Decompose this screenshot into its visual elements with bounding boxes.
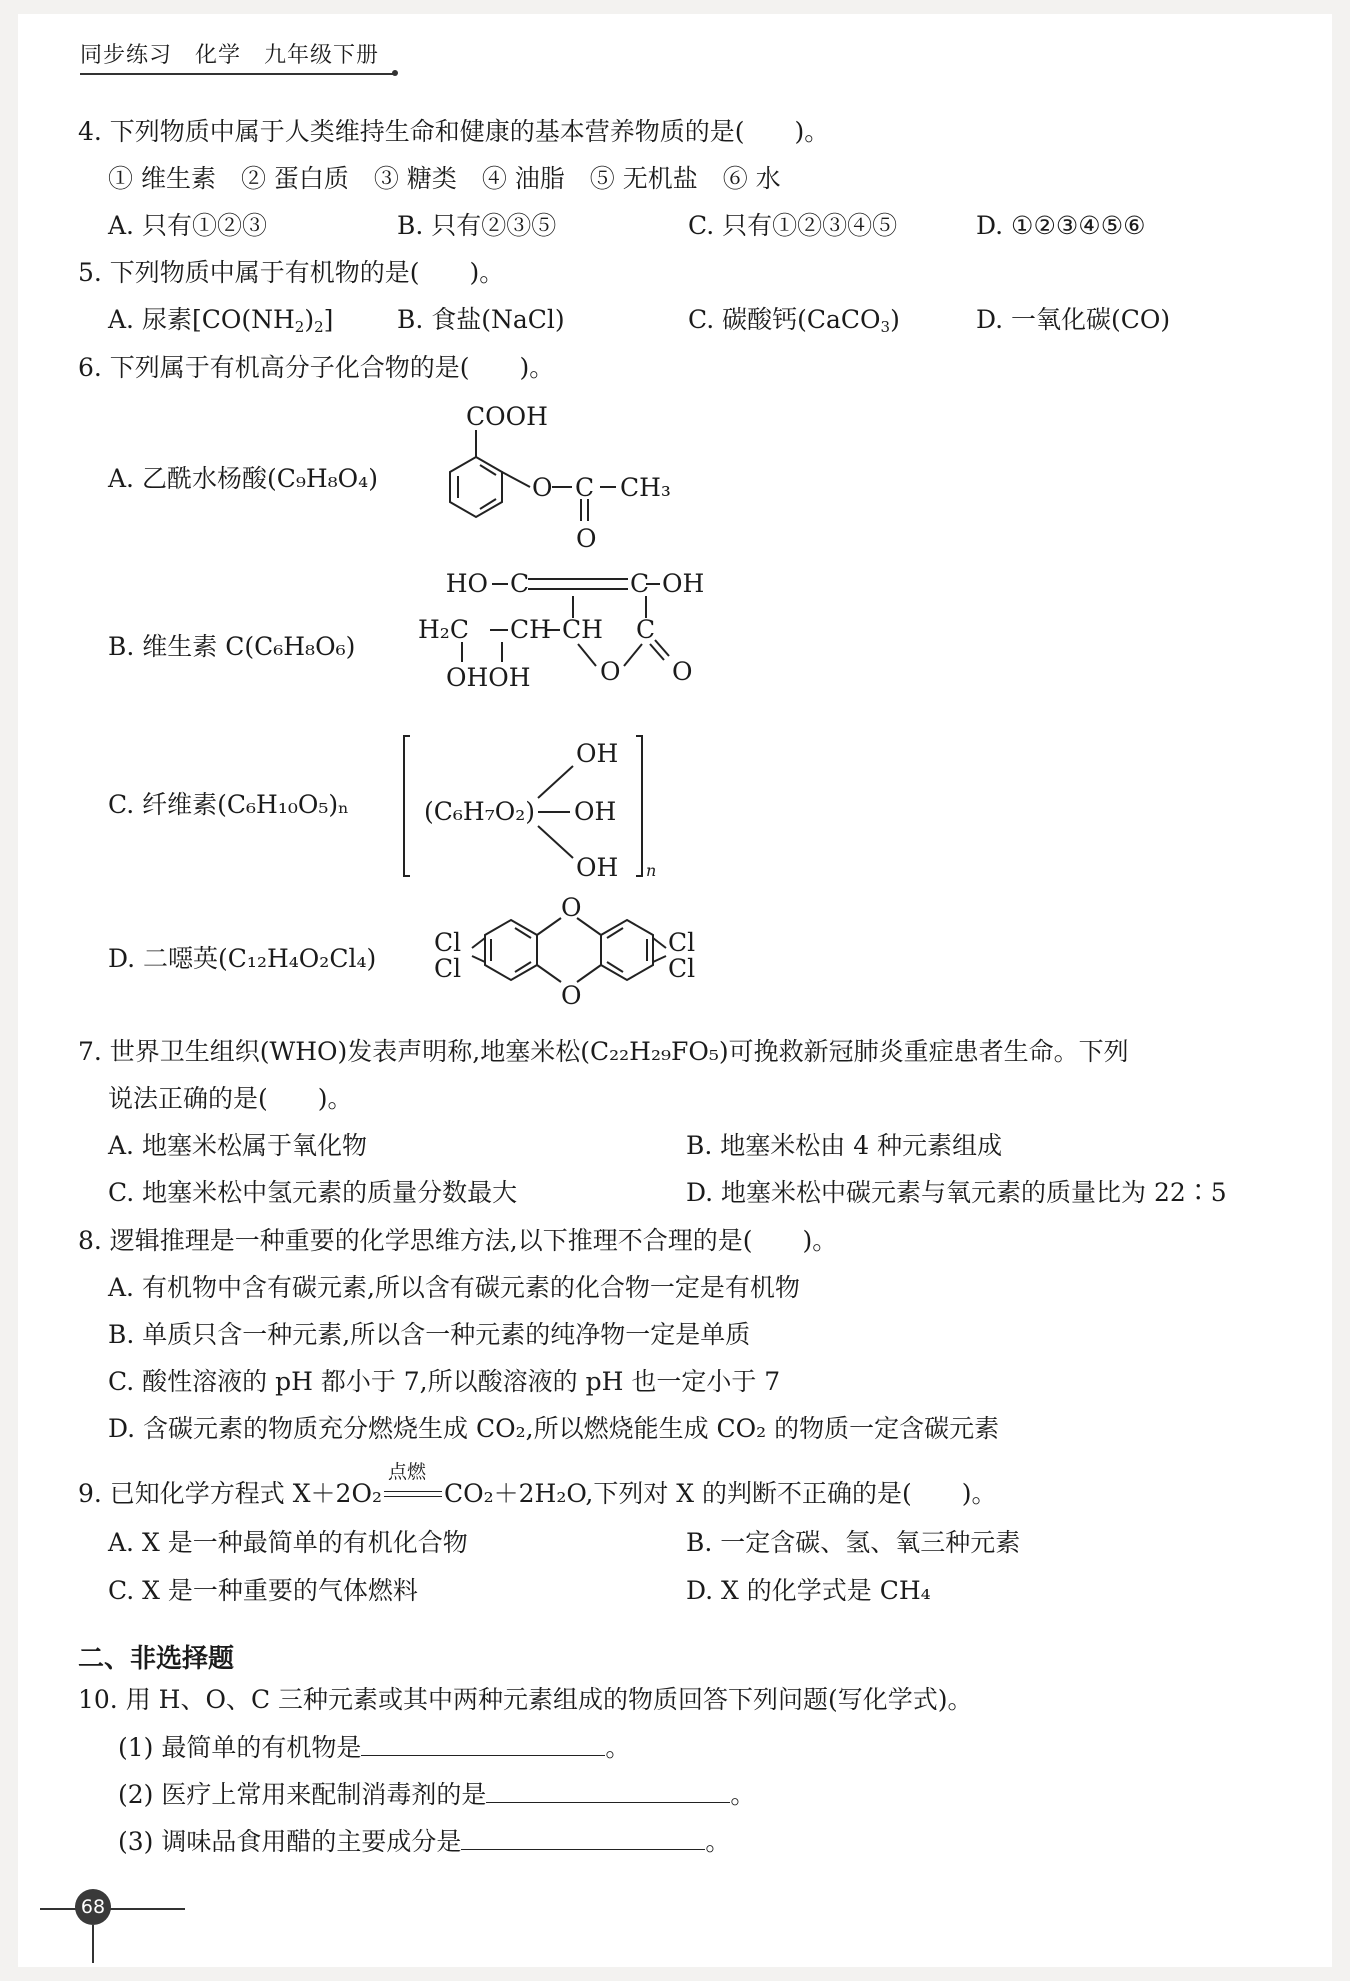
b-h2c: H₂C — [418, 615, 469, 644]
q10-part2-text: (2) 医疗上常用来配制消毒剂的是 — [118, 1780, 487, 1809]
q7-stem-line2: 说法正确的是( )。 — [108, 1084, 353, 1113]
header-rule — [80, 73, 396, 75]
q4-stem: 4. 下列物质中属于人类维持生命和健康的基本营养物质的是( )。 — [78, 117, 830, 146]
b-ring-o: O — [600, 657, 621, 686]
q10-part3-end: 。 — [705, 1827, 731, 1856]
q9-stem-post: CO₂＋2H₂O,下列对 X 的判断不正确的是( )。 — [443, 1479, 997, 1508]
q10-part2-answer-blank[interactable] — [486, 1780, 730, 1803]
q7-option-b: B. 地塞米松由 4 种元素组成 — [686, 1131, 1003, 1160]
c-core: (C₆H₇O₂) — [424, 797, 535, 826]
q10-part1-end: 。 — [605, 1733, 631, 1762]
q9-eq-line1 — [384, 1491, 442, 1492]
q9-stem-pre: 9. 已知化学方程式 X＋2O₂ — [78, 1479, 382, 1508]
footer-rule — [40, 1908, 185, 1910]
q10-part1-answer-blank[interactable] — [361, 1733, 605, 1756]
q10-part3-text: (3) 调味品食用醋的主要成分是 — [118, 1827, 462, 1856]
q6-option-b-label: B. 维生素 C(C₆H₈O₆) — [108, 632, 356, 661]
b-ch1: CH — [510, 615, 551, 644]
structure-aspirin — [430, 395, 710, 570]
q5-c-text: C. 碳酸钙(CaCO — [688, 305, 881, 334]
header-dot — [392, 70, 398, 76]
q9-option-a: A. X 是一种最简单的有机化合物 — [108, 1528, 468, 1557]
page-header: 同步练习 化学 九年级下册 — [80, 43, 380, 68]
page-number: 68 — [75, 1889, 111, 1925]
q5-a-text: A. 尿素[CO(NH — [108, 305, 295, 334]
q5-option-a — [108, 304, 333, 336]
q4-option-c: C. 只有①②③④⑤ — [688, 211, 898, 240]
q6-option-d-label: D. 二噁英(C₁₂H₄O₂Cl₄) — [108, 944, 377, 973]
q5-c-sub: 3 — [880, 318, 891, 336]
b-ho: HO — [445, 570, 488, 598]
a-methyl: CH₃ — [620, 473, 671, 502]
d-cl-2: Cl — [434, 954, 462, 983]
c-oh3: OH — [576, 853, 619, 880]
a-ester-o: O — [532, 473, 553, 502]
q8-option-c: C. 酸性溶液的 pH 都小于 7,所以酸溶液的 pH 也一定小于 7 — [108, 1367, 781, 1396]
q4-option-b: B. 只有②③⑤ — [397, 211, 557, 240]
q5-a-sub2: 2 — [314, 318, 324, 336]
a-carbon: C — [575, 473, 595, 502]
q7-stem-line1: 7. 世界卫生组织(WHO)发表声明称,地塞米松(C₂₂H₂₉FO₅)可挽救新冠肺炎重症患者生命。下列 — [78, 1037, 1129, 1066]
d-cl-1: Cl — [434, 928, 462, 957]
structure-vitamin-c — [410, 570, 750, 730]
c-oh1: OH — [576, 739, 619, 768]
q6-stem: 6. 下列属于有机高分子化合物的是( )。 — [78, 353, 555, 382]
q9-condition: 点燃 — [387, 1461, 426, 1483]
q10-part1 — [118, 1732, 630, 1764]
structure-dioxin — [428, 890, 728, 1020]
q4-option-d: D. ①②③④⑤⑥ — [976, 211, 1146, 240]
q6-option-c-label: C. 纤维素(C₆H₁₀O₅)ₙ — [108, 790, 349, 819]
q9-option-d: D. X 的化学式是 CH₄ — [686, 1576, 931, 1605]
q8-stem: 8. 逻辑推理是一种重要的化学思维方法,以下推理不合理的是( )。 — [78, 1226, 838, 1255]
q8-option-b: B. 单质只含一种元素,所以含一种元素的纯净物一定是单质 — [108, 1320, 751, 1349]
q5-option-d: D. 一氧化碳(CO) — [976, 305, 1171, 334]
q5-option-c — [688, 304, 900, 336]
a-carbonyl-o: O — [576, 524, 597, 553]
d-o-bottom: O — [561, 981, 582, 1010]
c-oh2: OH — [574, 797, 617, 826]
b-carbonyl-o: O — [672, 657, 693, 686]
q7-option-d: D. 地塞米松中碳元素与氧元素的质量比为 22∶5 — [686, 1178, 1227, 1207]
q7-option-a: A. 地塞米松属于氧化物 — [108, 1131, 367, 1160]
b-c1: C — [510, 570, 530, 598]
b-ohoh: OHOH — [446, 663, 531, 692]
footer-vertical-rule — [92, 1925, 94, 1963]
q10-part2-end: 。 — [730, 1780, 756, 1809]
b-c2: C — [630, 570, 650, 598]
q9-reaction-arrow — [382, 1461, 444, 1510]
q8-option-d: D. 含碳元素的物质充分燃烧生成 CO₂,所以燃烧能生成 CO₂ 的物质一定含碳元素 — [108, 1414, 1000, 1443]
b-c3: C — [636, 615, 656, 644]
d-cl-3: Cl — [668, 928, 696, 957]
structure-cellulose — [398, 730, 688, 880]
q8-option-a: A. 有机物中含有碳元素,所以含有碳元素的化合物一定是有机物 — [108, 1273, 800, 1302]
c-subscript-n: n — [646, 861, 657, 880]
q4-items: ① 维生素 ② 蛋白质 ③ 糖类 ④ 油脂 ⑤ 无机盐 ⑥ 水 — [108, 164, 781, 193]
q10-stem: 10. 用 H、O、C 三种元素或其中两种元素组成的物质回答下列问题(写化学式)。 — [78, 1685, 973, 1714]
q5-a-text2: ) — [304, 305, 315, 334]
q10-part3-answer-blank[interactable] — [461, 1827, 705, 1850]
d-cl-4: Cl — [668, 954, 696, 983]
a-cooh: COOH — [466, 402, 548, 431]
q10-part1-text: (1) 最简单的有机物是 — [118, 1733, 362, 1762]
q6-option-a-label: A. 乙酰水杨酸(C₉H₈O₄) — [108, 464, 378, 493]
q10-part3 — [118, 1826, 730, 1858]
q5-a-text3: ] — [323, 305, 334, 334]
q9-option-b: B. 一定含碳、氢、氧三种元素 — [686, 1528, 1021, 1557]
d-o-top: O — [561, 893, 582, 922]
q5-option-b: B. 食盐(NaCl) — [397, 305, 565, 334]
q5-stem: 5. 下列物质中属于有机物的是( )。 — [78, 258, 505, 287]
section-heading: 二、非选择题 — [78, 1644, 235, 1674]
q5-a-sub: 2 — [294, 318, 305, 336]
q7-option-c: C. 地塞米松中氢元素的质量分数最大 — [108, 1178, 518, 1207]
b-oh: OH — [662, 570, 705, 598]
q10-part2 — [118, 1779, 755, 1811]
q5-c-text2: ) — [890, 305, 900, 334]
q9-stem — [78, 1461, 997, 1510]
b-ch2: CH — [562, 615, 603, 644]
q9-eq-line2 — [384, 1496, 442, 1497]
q9-option-c: C. X 是一种重要的气体燃料 — [108, 1576, 418, 1605]
q4-option-a: A. 只有①②③ — [108, 211, 267, 240]
